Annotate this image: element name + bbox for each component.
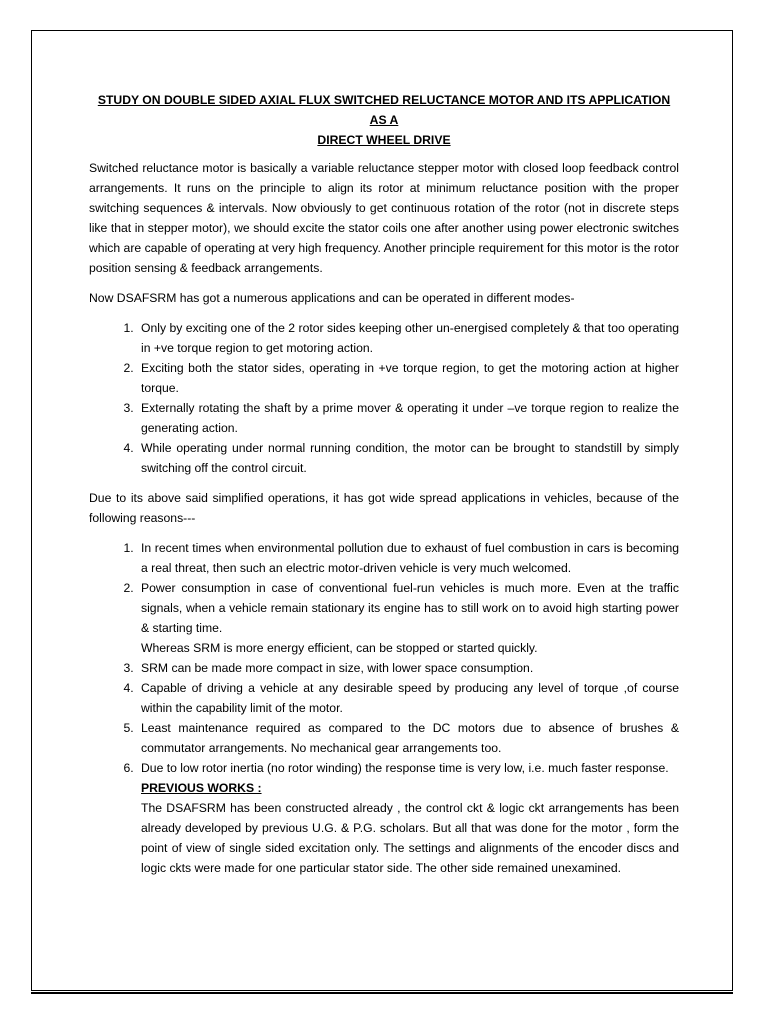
reasons-list: [89, 538, 679, 878]
reason-item-6: [137, 758, 679, 878]
reason-item-2-extra: Whereas SRM is more energy efficient, can be stopped or started quickly.: [141, 641, 538, 655]
mode-item-4: 4. While operating under normal running condition, the motor can be brought to standstill by simply switching off the control circuit.: [137, 438, 679, 478]
mode-item-2: 2. Exciting both the stator sides, operating in +ve torque region, to get the motoring action at higher torque.: [137, 358, 679, 398]
modes-intro-paragraph: Now DSAFSRM has got a numerous applications and can be operated in different modes-: [89, 291, 575, 305]
reason-item-5: 5. Least maintenance required as compared to the DC motors due to absence of brushes & commutator arrangements. No mechanical gear arrangements too.: [137, 718, 679, 758]
modes-list: [89, 318, 679, 478]
reason-item-2-text: Power consumption in case of conventional fuel-run vehicles is much more. Even at the traffic signals, when a vehicle remain stationary its engine has to still work on to avoid high starting power & starting time.: [141, 581, 679, 635]
previous-works-text: The DSAFSRM has been constructed already , the control ckt & logic ckt arrangements has been already developed by previous U.G. & P.G. scholars. But all that was done for the motor , form the point of view of single sided excitation only. The settings and alignments of the encoder discs and logic ckts were made for one particular stator side. The other side remained unexamined.: [141, 801, 679, 875]
reason-item-3: 3. SRM can be made more compact in size, with lower space consumption.: [137, 658, 679, 678]
reason-item-4: 4. Capable of driving a vehicle at any desirable speed by producing any level of torque ,of course within the capability limit of the motor.: [137, 678, 679, 718]
document-title: [89, 90, 679, 150]
reason-item-2: [137, 578, 679, 658]
mode-item-3: 3. Externally rotating the shaft by a prime mover & operating it under –ve torque region to realize the generating action.: [137, 398, 679, 438]
previous-works-heading: PREVIOUS WORKS :: [141, 781, 262, 795]
reason-item-1: 1. In recent times when environmental pollution due to exhaust of fuel combustion in cars is becoming a real threat, then such an electric motor-driven vehicle is very much welcomed.: [137, 538, 679, 578]
title-line-2: DIRECT WHEEL DRIVE: [317, 133, 451, 147]
document-body: [89, 90, 679, 888]
reason-item-6-text: Due to low rotor inertia (no rotor winding) the response time is very low, i.e. much faster response.: [141, 761, 669, 775]
reasons-intro-paragraph: Due to its above said simplified operations, it has got wide spread applications in vehicles, because of the following reasons---: [89, 491, 679, 525]
mode-item-1: 1. Only by exciting one of the 2 rotor sides keeping other un-energised completely & that too operating in +ve torque region to get motoring action.: [137, 318, 679, 358]
title-line-1: STUDY ON DOUBLE SIDED AXIAL FLUX SWITCHED RELUCTANCE MOTOR AND ITS APPLICATION AS A: [97, 93, 671, 127]
intro-paragraph: Switched reluctance motor is basically a variable reluctance stepper motor with closed loop feedback control arrangements. It runs on the principle to align its rotor at minimum reluctance position with the proper switching sequences & intervals. Now obviously to get continuous rotation of the rotor (not in discrete steps like that in stepper motor), we should excite the stator coils one after another using power electronic switches which are capable of operating at very high frequency. Another principle requirement for this motor is the rotor position sensing & feedback arrangements.: [89, 161, 679, 275]
